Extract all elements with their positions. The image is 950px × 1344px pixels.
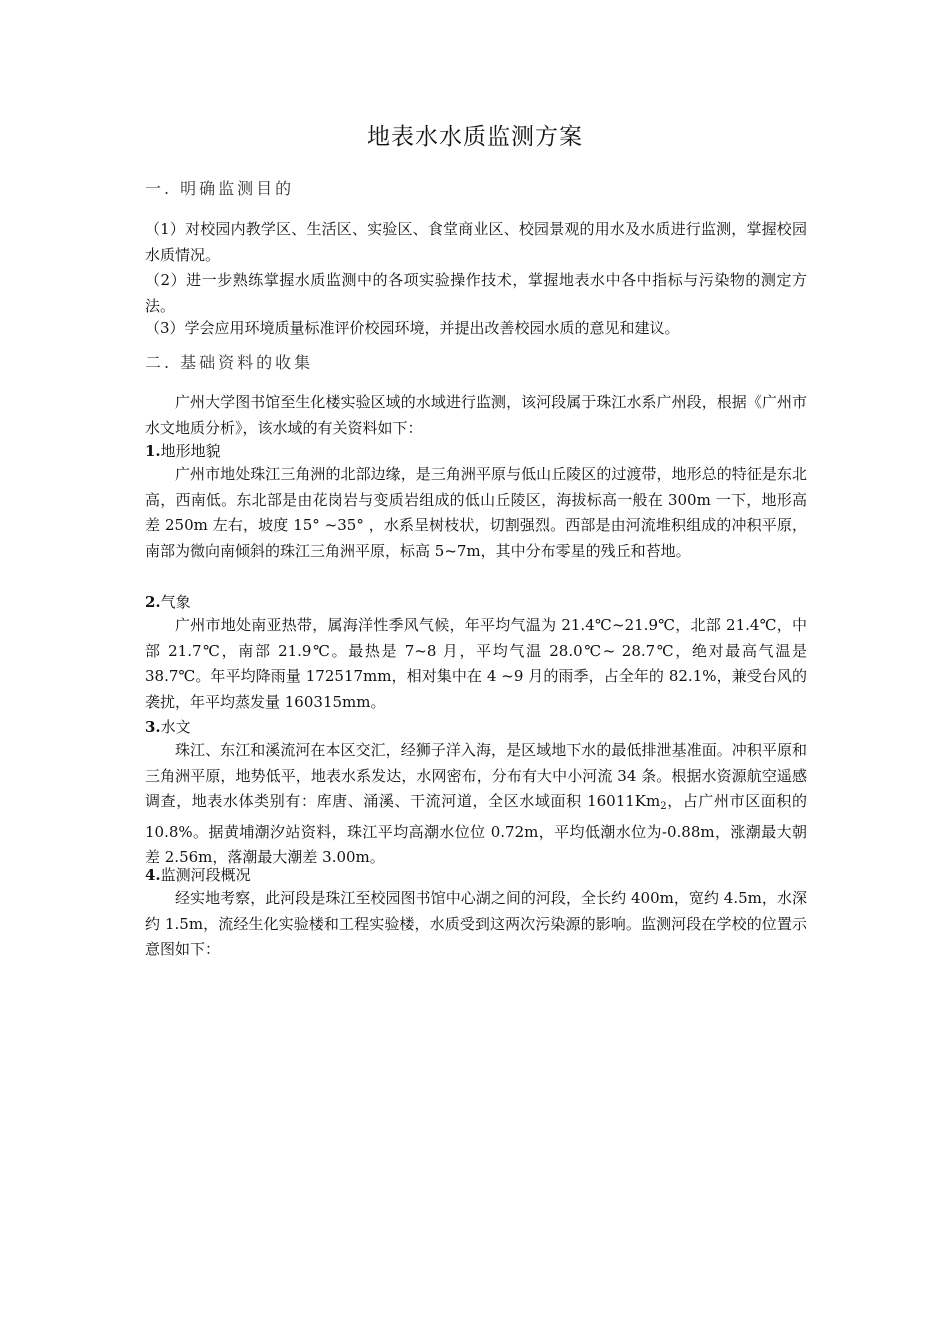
subsection-1-title: 地形地貌 (160, 442, 221, 460)
section-1-heading: 一. 明确监测目的 (145, 179, 295, 198)
subsection-4-number: 4. (145, 866, 161, 884)
subsection-2-title: 气象 (160, 593, 191, 611)
subsection-4-title: 监测河段概况 (160, 866, 251, 884)
subsection-2-heading (145, 591, 191, 613)
hydrology-text-part-1: 珠江、东江和溪流河在本区交汇，经狮子洋入海，是区域地下水的最低排泄基准面。冲积平原和三角洲平原，地势低平，地表水系发达，水网密布，分布有大中小河流 34 条。根据水资源航空遥感调查，地表水体类别有：库唐、涌溪、干流河道，全区水域面积 16011Km (145, 741, 807, 810)
objective-2: （2）进一步熟练掌握水质监测中的各项实验操作技术，掌握地表水中各中指标与污染物的测定方法。 (145, 271, 807, 315)
area-unit-subscript: 2 (660, 801, 667, 812)
section-2-heading: 二. 基础资料的收集 (145, 353, 314, 372)
hydrology-paragraph (145, 738, 807, 871)
subsection-3-number: 3. (145, 718, 161, 736)
subsection-4-heading (145, 864, 251, 886)
subsection-2-number: 2. (145, 593, 161, 611)
terrain-paragraph: 广州市地处珠江三角洲的北部边缘，是三角洲平原与低山丘陵区的过渡带，地形总的特征是东北高，西南低。东北部是由花岗岩与变质岩组成的低山丘陵区，海拔标高一般在 300m 一下，地形高差 250m 左右，坡度 15° ~35° ，水系呈树枝状，切割强烈。西部是由河流堆积组成的冲积平原，南部为微向南倾斜的珠江三角洲平原，标高 5~7m，其中分布零星的残丘和苔地。 (145, 465, 807, 560)
subsection-1-heading (145, 440, 221, 462)
objective-3: （3）学会应用环境质量标准评价校园环境，并提出改善校园水质的意见和建议。 (145, 319, 680, 337)
objective-1: （1）对校园内教学区、生活区、实验区、食堂商业区、校园景观的用水及水质进行监测，掌握校园水质情况。 (145, 220, 807, 264)
subsection-1-number: 1. (145, 442, 161, 460)
section-2-intro: 广州大学图书馆至生化楼实验区域的水域进行监测，该河段属于珠江水系广州段，根据《广州市水文地质分析》，该水域的有关资料如下： (145, 393, 807, 437)
climate-paragraph: 广州市地处南亚热带，属海洋性季风气候，年平均气温为 21.4℃~21.9℃，北部 21.4℃，中部 21.7℃，南部 21.9℃。最热是 7~8 月，平均气温 28.0℃~ 28.7℃，绝对最高气温是 38.7℃。年平均降雨量 172517mm，相对集中在 4 ~9 月的雨季，占全年的 82.1%，兼受台风的袭扰，年平均蒸发量 160315mm。 (145, 616, 807, 711)
hydrology-text-part-2: ，占广州市区面积的 10.8%。据黄埔潮汐站资料，珠江平均高潮水位位 0.72m，平均低潮水位为-0.88m，涨潮最大朝差 2.56m，落潮最大潮差 3.00m。 (145, 792, 807, 866)
subsection-3-title: 水文 (160, 718, 191, 736)
river-section-paragraph: 经实地考察，此河段是珠江至校园图书馆中心湖之间的河段，全长约 400m，宽约 4.5m，水深约 1.5m，流经生化实验楼和工程实验楼，水质受到这两次污染源的影响。监测河段在学校的位置示意图如下： (145, 889, 807, 958)
subsection-3-heading (145, 716, 191, 738)
document-title: 地表水水质监测方案 (367, 124, 583, 150)
